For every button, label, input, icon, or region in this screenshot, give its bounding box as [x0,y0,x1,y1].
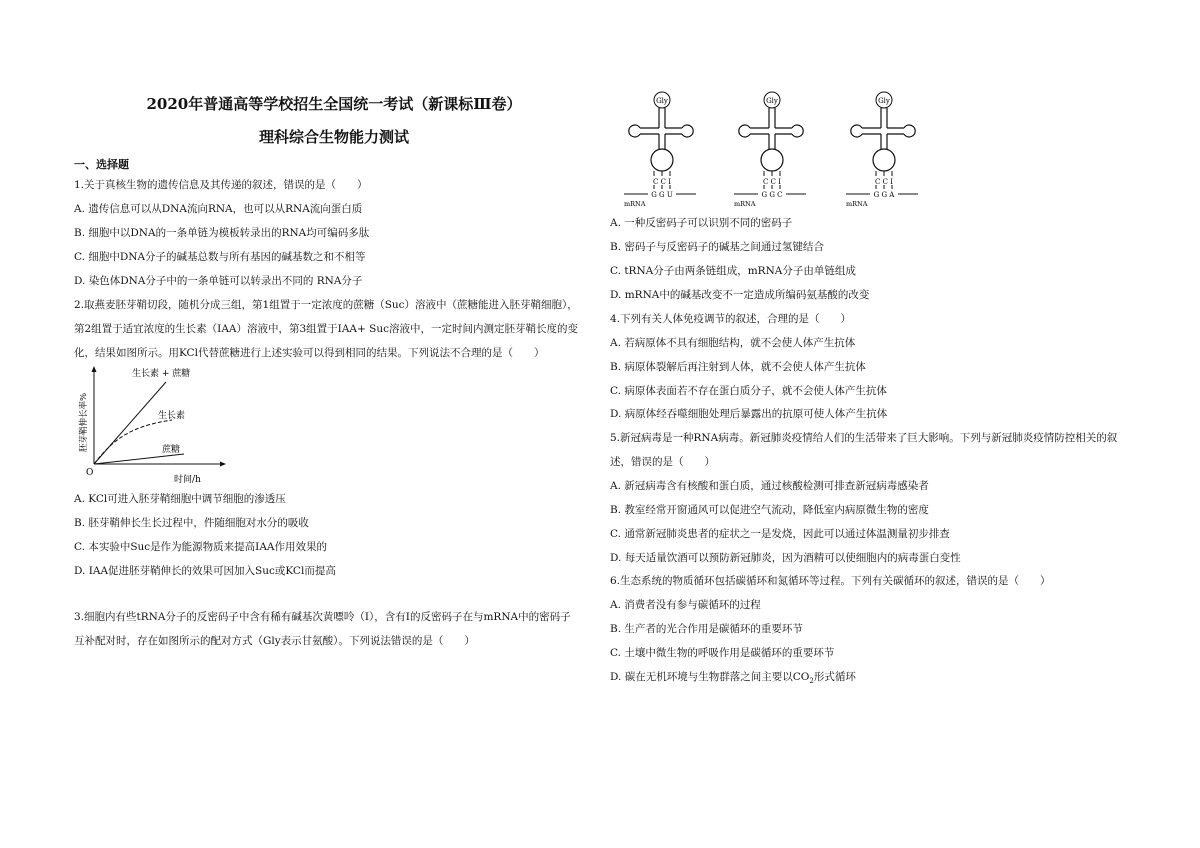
q5-option-b: B. 教室经常开窗通风可以促进空气流动，降低室内病原微生物的密度 [610,504,929,516]
q3-stem-line1: 3.细胞内有些tRNA分子的反密码子中含有稀有碱基次黄嘌呤（I），含有I的反密码子在与mRNA中的密码子 [74,611,571,623]
growth-graph [74,362,234,486]
q6-option-d-suffix: 形式循环 [813,671,856,683]
trna-molecule [734,92,806,208]
q5-option-c: C. 通常新冠肺炎患者的症状之一是发烧，因此可以通过体温测量初步排查 [610,528,950,540]
co2-subscript: 2 [809,677,814,686]
q6-option-d-text: D. 碳在无机环境与生物群落之间主要以CO [610,671,810,683]
q5-option-d: D. 每天适量饮酒可以预防新冠肺炎，因为酒精可以使细胞内的病毒蛋白变性 [610,552,961,564]
q2-stem-line3: 化，结果如图所示。用KCl代替蔗糖进行上述实验可以得到相同的结果。下列说法不合理的是（ ） [74,347,545,359]
q3-option-c: C. tRNA分子由两条链组成，mRNA分子由单链组成 [610,265,856,277]
graph-label-iaa-suc: 生长素 + 蔗糖 [132,369,191,379]
curve-suc [94,454,184,464]
q4-stem: 4.下列有关人体免疫调节的叙述，合理的是（ ） [610,313,852,325]
q6-option-c: C. 土壤中微生物的呼吸作用是碳循环的重要环节 [610,647,835,659]
codon-label: G G C [761,191,783,199]
mrna-label: mRNA [734,200,756,208]
q3-option-a: A. 一种反密码子可以识别不同的密码子 [610,217,793,229]
codon-label: G G A [873,191,895,199]
gly-label: Gly [766,97,778,105]
q5-stem-line1: 5.新冠病毒是一种RNA病毒。新冠肺炎疫情给人们的生活带来了巨大影响。下列与新冠肺炎疫情防控相关的叙 [610,432,1118,444]
graph-label-suc: 蔗糖 [162,445,181,455]
graph-xlabel: 时间/h [174,475,201,485]
q4-option-c: C. 病原体表面若不存在蛋白质分子，就不会使人体产生抗体 [610,385,887,397]
q1-stem: 1.关于真核生物的遗传信息及其传递的叙述，错误的是（ ） [74,179,368,191]
gly-label: Gly [656,97,668,105]
q2-option-a: A. KCl可进入胚芽鞘细胞中调节细胞的渗透压 [74,493,286,505]
q1-option-b: B. 细胞中以DNA的一条单链为模板转录出的RNA均可编码多肽 [74,227,370,239]
trna-molecule [624,92,696,208]
section-heading: 一、选择题 [74,158,129,171]
graph-label-iaa: 生长素 [158,411,186,421]
trna-molecule [846,92,918,208]
q2-option-b: B. 胚芽鞘伸长生长过程中，件随细胞对水分的吸收 [74,517,309,529]
mrna-label: mRNA [846,200,868,208]
q6-option-d [610,670,856,688]
curve-iaa [94,420,172,464]
q6-option-b: B. 生产者的光合作用是碳循环的重要环节 [610,623,803,635]
q3-option-b: B. 密码子与反密码子的碱基之间通过氢键结合 [610,241,824,253]
q6-stem: 6.生态系统的物质循环包括碳循环和氮循环等过程。下列有关碳循环的叙述，错误的是（ ） [610,575,1051,587]
q3-option-d: D. mRNA中的碱基改变不一定造成所编码氨基酸的改变 [610,289,870,301]
q6-option-a: A. 消费者没有参与碳循环的过程 [610,599,761,611]
q4-option-b: B. 病原体裂解后再注射到人体，就不会使人体产生抗体 [610,361,866,373]
q4-option-d: D. 病原体经吞噬细胞处理后暴露出的抗原可使人体产生抗体 [610,408,888,420]
q3-stem-line2: 互补配对时，存在如图所示的配对方式（Gly表示甘氨酸）。下列说法错误的是（ ） [74,635,475,647]
mrna-label: mRNA [624,200,646,208]
q2-option-d: D. IAA促进胚芽鞘伸长的效果可因加入Suc或KCl而提高 [74,565,336,577]
exam-subtitle: 理科综合生物能力测试 [258,128,409,146]
graph-origin: O [86,468,94,478]
q2-stem-line2: 第2组置于适宜浓度的生长素（IAA）溶液中，第3组置于IAA+ Suc溶液中，一定时间内测定胚芽鞘长度的变 [74,323,578,335]
anticodon-label: C C I [653,178,671,186]
q1-option-a: A. 遗传信息可以从DNA流向RNA，也可以从RNA流向蛋白质 [74,203,363,215]
trna-diagram [618,88,918,208]
q1-option-d: D. 染色体DNA分子中的一条单链可以转录出不同的 RNA分子 [74,275,363,287]
anticodon-label: C C I [875,178,893,186]
graph-ylabel: 胚芽鞘伸长率% [79,392,89,452]
gly-label: Gly [878,97,890,105]
exam-title: 2020年普通高等学校招生全国统一考试（新课标Ⅲ卷） [146,95,522,113]
q2-stem-line1: 2.取燕麦胚芽鞘切段，随机分成三组，第1组置于一定浓度的蔗糖（Suc）溶液中（蔗糖能进入胚芽鞘细胞）， [74,299,578,311]
q2-option-c: C. 本实验中Suc是作为能源物质来提高IAA作用效果的 [74,541,327,553]
q5-option-a: A. 新冠病毒含有核酸和蛋白质，通过核酸检测可排查新冠病毒感染者 [610,480,929,492]
codon-label: G G U [651,191,673,199]
q1-option-c: C. 细胞中DNA分子的碱基总数与所有基因的碱基数之和不相等 [74,251,366,263]
q4-option-a: A. 若病原体不具有细胞结构，就不会使人体产生抗体 [610,337,856,349]
anticodon-label: C C I [763,178,781,186]
q5-stem-line2: 述，错误的是（ ） [610,456,715,468]
